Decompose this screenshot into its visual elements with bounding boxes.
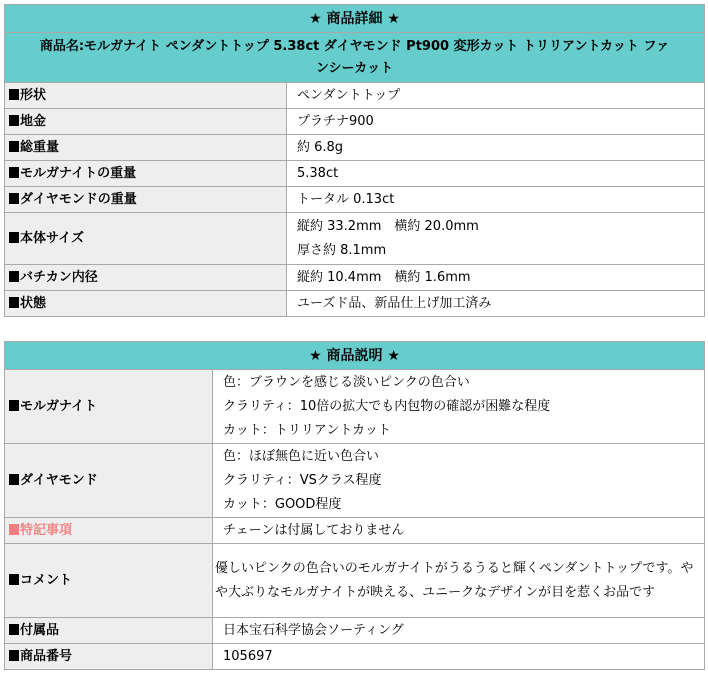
details-header-text: 商品詳細 <box>326 10 383 27</box>
star-icon: ★ <box>309 10 322 27</box>
square-bullet-icon <box>9 271 19 282</box>
desc-value-diamond: 色：ほぼ無色に近い色合い クラリティ：VSクラス程度 カット：GOOD程度 <box>213 444 705 518</box>
details-header <box>5 5 705 33</box>
desc-value-product-number: 105697 <box>213 644 705 670</box>
spec-value-condition: ユーズド品、新品仕上げ加工済み <box>287 291 705 317</box>
spec-value-morganite-weight: 5.38ct <box>287 161 705 187</box>
square-bullet-icon <box>9 650 19 661</box>
desc-value-special-notes: チェーンは付属しておりません <box>213 518 705 544</box>
spec-value-bail: 縦約 10.4mm 横約 1.6mm <box>287 265 705 291</box>
square-bullet-icon <box>9 89 19 100</box>
square-bullet-icon <box>9 297 19 308</box>
desc-value-morganite: 色：ブラウンを感じる淡いピンクの色合い クラリティ：10倍の拡大でも内包物の確認が困難な程度 カット：トリリアントカット <box>213 370 705 444</box>
desc-value-comment: 優しいピンクの色合いのモルガナイトがうるうると輝くペンダントトップです。やや大ぶりなモルガナイトが映える、ユニークなデザインが目を惹くお品です <box>213 544 705 618</box>
product-title: 商品名:モルガナイト ペンダントトップ 5.38ct ダイヤモンド Pt900 変形カット トリリアントカット ファンシーカット <box>5 33 705 83</box>
desc-label-morganite: モルガナイト <box>5 370 213 444</box>
description-header-text: 商品説明 <box>326 347 383 364</box>
square-bullet-icon <box>9 232 19 243</box>
square-bullet-icon <box>9 400 19 411</box>
desc-label-diamond: ダイヤモンド <box>5 444 213 518</box>
desc-label-accessories: 付属品 <box>5 618 213 644</box>
square-bullet-icon <box>9 474 19 485</box>
spec-label-morganite-weight: モルガナイトの重量 <box>5 161 287 187</box>
spec-value-diamond-weight: トータル 0.13ct <box>287 187 705 213</box>
description-table <box>4 341 705 670</box>
desc-label-special-notes: 特記事項 <box>5 518 213 544</box>
spec-label-condition: 状態 <box>5 291 287 317</box>
star-icon: ★ <box>387 347 400 364</box>
spec-value-size: 縦約 33.2mm 横約 20.0mm 厚さ約 8.1mm <box>287 213 705 265</box>
square-bullet-icon <box>9 624 19 635</box>
spec-value-total-weight: 約 6.8g <box>287 135 705 161</box>
square-bullet-icon <box>9 193 19 204</box>
details-table <box>4 4 705 317</box>
desc-label-comment: コメント <box>5 544 213 618</box>
description-header <box>5 342 705 370</box>
square-bullet-icon <box>9 115 19 126</box>
spec-label-shape: 形状 <box>5 83 287 109</box>
square-bullet-icon <box>9 524 19 535</box>
star-icon: ★ <box>309 347 322 364</box>
spec-value-shape: ペンダントトップ <box>287 83 705 109</box>
square-bullet-icon <box>9 167 19 178</box>
spec-label-total-weight: 総重量 <box>5 135 287 161</box>
spec-label-bail: バチカン内径 <box>5 265 287 291</box>
square-bullet-icon <box>9 141 19 152</box>
desc-label-product-number: 商品番号 <box>5 644 213 670</box>
spec-label-diamond-weight: ダイヤモンドの重量 <box>5 187 287 213</box>
spec-label-metal: 地金 <box>5 109 287 135</box>
star-icon: ★ <box>387 10 400 27</box>
desc-value-accessories: 日本宝石科学協会ソーティング <box>213 618 705 644</box>
spec-value-metal: プラチナ900 <box>287 109 705 135</box>
square-bullet-icon <box>9 574 19 585</box>
spec-label-size: 本体サイズ <box>5 213 287 265</box>
